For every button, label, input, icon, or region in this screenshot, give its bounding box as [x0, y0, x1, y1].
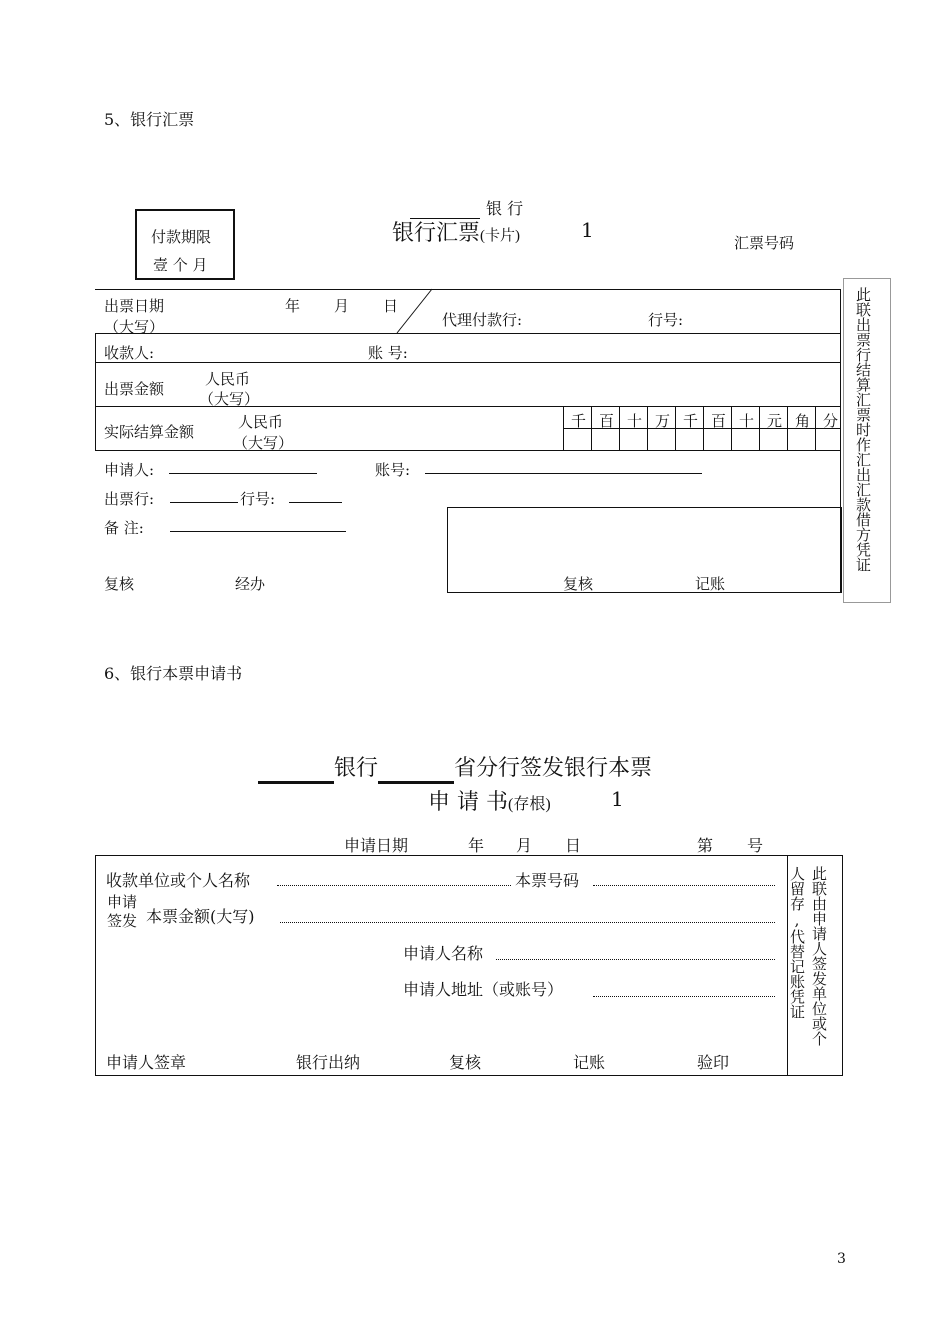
actual-rmb: 人民币 [238, 413, 284, 431]
applicant-address-label: 申请人地址（或账号） [403, 980, 564, 999]
bank-cashier: 银行出纳 [296, 1053, 361, 1072]
note-copy-number: 1 [611, 787, 624, 811]
actual-rmb-sub: （大写） [233, 434, 294, 452]
review-left: 复核 [104, 575, 135, 593]
draft-title-text: 银行汇票 [392, 221, 481, 246]
digit-col-3: 十 [627, 412, 643, 430]
issue-year: 年 [285, 297, 301, 315]
apply-issue-label: 申请 签发 [107, 893, 138, 930]
section5-heading: 5、银行汇票 [104, 110, 195, 129]
digit-col-6: 百 [711, 412, 727, 430]
issue-date-sub: （大写） [104, 318, 165, 336]
issuer-bank-label: 出票行: [104, 490, 155, 508]
digit-col-10: 分 [823, 412, 839, 430]
note-side-text-1: 此联由申请人签发单位或个 [810, 866, 828, 1046]
apply-day: 日 [565, 836, 582, 855]
note-title-sub: (存根) [508, 796, 551, 813]
bookkeeping: 记账 [695, 575, 726, 593]
draft-title [392, 216, 520, 247]
agent-bank-no-label: 行号: [648, 311, 684, 329]
note-amount-label: 本票金额(大写) [146, 907, 255, 926]
number-prefix: 第 [697, 836, 714, 855]
draft-number-label: 汇票号码 [734, 234, 795, 252]
note-side-text-2: 人留存,代替记账凭证 [788, 866, 806, 1019]
note-title-line2 [428, 785, 551, 816]
note-title-line1 [258, 751, 652, 784]
note-title-bank: 银行 [334, 756, 379, 781]
date-divider-slash [395, 288, 435, 334]
issue-day: 日 [383, 297, 399, 315]
actual-amount-label: 实际结算金额 [104, 423, 195, 441]
payment-term-value: 壹 个 月 [153, 256, 208, 274]
note-title-line2-text: 申 请 书 [428, 790, 508, 815]
copy-number: 1 [581, 218, 594, 242]
seal-check: 验印 [697, 1053, 730, 1072]
digit-col-8: 元 [767, 412, 783, 430]
apply-year: 年 [468, 836, 485, 855]
stamp-box [447, 507, 842, 593]
number-suffix: 号 [747, 836, 764, 855]
payment-term-label: 付款期限 [151, 228, 212, 246]
digit-col-2: 百 [599, 412, 615, 430]
apply-date-label: 申请日期 [344, 836, 409, 855]
agent-bank-label: 代理付款行: [442, 311, 523, 329]
section6-heading: 6、银行本票申请书 [104, 664, 243, 683]
issue-date-label: 出票日期 [104, 297, 165, 315]
applicant-account-label: 账号: [375, 461, 411, 479]
digit-col-5: 千 [683, 412, 699, 430]
apply-month: 月 [516, 836, 533, 855]
review-right: 复核 [563, 575, 594, 593]
note-bookkeeping: 记账 [573, 1053, 606, 1072]
digit-col-9: 角 [795, 412, 811, 430]
amount-rmb-sub: （大写） [199, 390, 260, 408]
draft-title-sub: (卡片) [480, 228, 521, 244]
amount-label: 出票金额 [104, 380, 165, 398]
payee-label: 收款人: [104, 344, 155, 362]
side-note: 此联出票行结算汇票时作汇出汇款借方凭证 [854, 287, 872, 572]
amount-rmb: 人民币 [205, 370, 251, 388]
digit-col-7: 十 [739, 412, 755, 430]
bank-suffix: 银 行 [486, 199, 524, 218]
applicant-label: 申请人: [104, 461, 155, 479]
applicant-signature: 申请人签章 [106, 1053, 187, 1072]
digit-col-1: 千 [571, 412, 587, 430]
payee-name-label: 收款单位或个人名称 [106, 871, 251, 890]
digit-col-4: 万 [655, 412, 671, 430]
handler: 经办 [235, 575, 266, 593]
issue-month: 月 [334, 297, 350, 315]
page-number: 3 [837, 1251, 846, 1267]
note-number-label: 本票号码 [515, 871, 580, 890]
applicant-name-label: 申请人名称 [403, 944, 484, 963]
issuer-no-label: 行号: [240, 490, 276, 508]
remark-label: 备 注: [104, 519, 144, 537]
note-review: 复核 [449, 1053, 482, 1072]
payee-account-label: 账 号: [368, 344, 408, 362]
note-title-rest: 省分行签发银行本票 [454, 756, 653, 781]
